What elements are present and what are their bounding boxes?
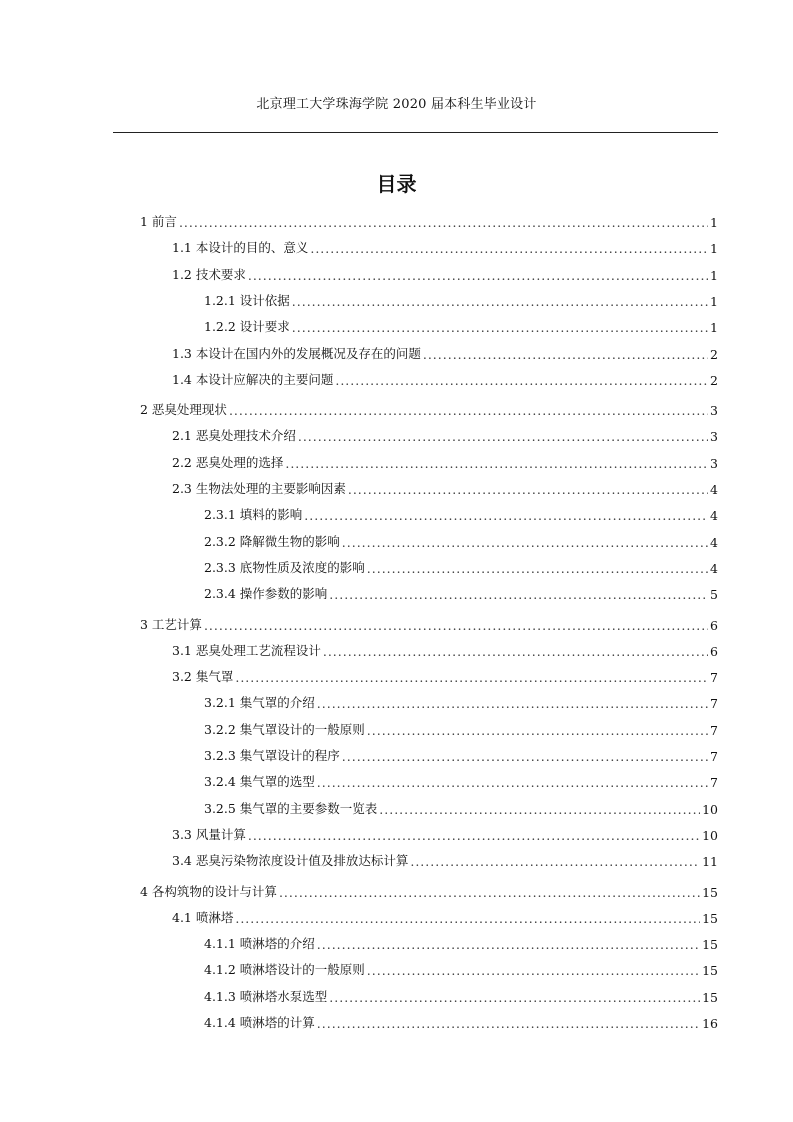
toc-entry-page: 7 xyxy=(710,775,718,791)
toc-leader-dots xyxy=(423,347,708,362)
toc-entry[interactable] xyxy=(204,285,718,309)
toc-entry-page: 1 xyxy=(710,293,718,309)
toc-entry-page: 7 xyxy=(710,722,718,738)
toc-entry-page: 1 xyxy=(710,241,718,257)
toc-entry-page: 6 xyxy=(710,643,718,659)
toc-leader-dots xyxy=(304,508,708,523)
header-divider xyxy=(113,132,718,133)
toc-entry-page: 7 xyxy=(710,696,718,712)
toc-entry[interactable] xyxy=(204,578,718,602)
toc-entry-label: 3.2.4 集气罩的选型 xyxy=(204,774,315,790)
toc-entry-label: 3.2.2 集气罩设计的一般原则 xyxy=(204,721,365,737)
toc-entry-label: 4.1.4 喷淋塔的计算 xyxy=(204,1015,315,1030)
toc-entry[interactable] xyxy=(172,635,718,659)
toc-entry[interactable] xyxy=(204,526,718,550)
toc-entry-label: 3.4 恶臭污染物浓度设计值及排放达标计算 xyxy=(172,853,409,869)
toc-entry-label: 2.3.2 降解微生物的影响 xyxy=(204,533,340,549)
toc-entry-page: 3 xyxy=(710,403,718,419)
toc-entry[interactable] xyxy=(204,714,718,738)
toc-entry-label: 3.1 恶臭处理工艺流程设计 xyxy=(172,642,321,658)
toc-entry[interactable] xyxy=(172,902,718,926)
toc-entry-label: 4.1.1 喷淋塔的介绍 xyxy=(204,936,315,952)
toc-leader-dots xyxy=(367,561,708,576)
toc-entry[interactable] xyxy=(172,819,718,843)
toc-entry[interactable] xyxy=(172,259,718,283)
toc-entry[interactable] xyxy=(204,311,718,335)
toc-leader-dots xyxy=(329,990,700,1005)
toc-entry-label: 2.3 生物法处理的主要影响因素 xyxy=(172,481,346,496)
page-header: 北京理工大学珠海学院 2020 届本科生毕业设计 xyxy=(256,97,537,112)
toc-entry[interactable] xyxy=(204,499,718,523)
toc-entry-label: 4.1 喷淋塔 xyxy=(172,909,234,925)
toc-entry-page: 16 xyxy=(702,1016,718,1031)
toc-entry-page: 10 xyxy=(702,801,718,817)
toc-leader-dots xyxy=(329,587,708,602)
toc-entry-page: 3 xyxy=(710,429,718,445)
toc-entry-label: 3.2.1 集气罩的介绍 xyxy=(204,695,315,711)
toc-entry-label: 3.2.3 集气罩设计的程序 xyxy=(204,748,340,763)
toc-leader-dots xyxy=(179,215,708,230)
toc-entry-page: 4 xyxy=(710,508,718,524)
toc-entry[interactable] xyxy=(204,766,718,790)
toc-leader-dots xyxy=(292,294,708,309)
toc-leader-dots xyxy=(248,828,700,843)
toc-leader-dots xyxy=(204,618,708,633)
toc-leader-dots xyxy=(342,535,708,550)
toc-entry-page: 15 xyxy=(702,937,718,953)
toc-entry[interactable] xyxy=(172,447,718,471)
toc-leader-dots xyxy=(317,775,708,790)
toc-entry[interactable] xyxy=(140,206,718,230)
toc-entry-label: 3.3 风量计算 xyxy=(172,826,246,842)
toc-entry-label: 1.2.2 设计要求 xyxy=(204,319,290,335)
toc-entry-label: 2.3.4 操作参数的影响 xyxy=(204,586,328,602)
toc-entry[interactable] xyxy=(204,981,718,1005)
toc-leader-dots xyxy=(248,268,708,283)
toc-leader-dots xyxy=(235,911,700,926)
toc-entry-label: 3 工艺计算 xyxy=(140,616,202,632)
toc-entry-label: 2.3.1 填料的影响 xyxy=(204,507,303,523)
toc-entry-page: 7 xyxy=(710,749,718,764)
toc-entry-page: 7 xyxy=(710,670,718,686)
toc-entry-label: 1 前言 xyxy=(140,214,177,229)
toc-title: 目录 xyxy=(376,172,417,196)
toc-leader-dots xyxy=(229,403,708,418)
toc-entry[interactable] xyxy=(140,394,718,418)
toc-entry-page: 4 xyxy=(710,482,718,497)
toc-leader-dots xyxy=(348,482,708,497)
toc-entry-label: 1.3 本设计在国内外的发展概况及存在的问题 xyxy=(172,345,421,361)
toc-entry-label: 2.2 恶臭处理的选择 xyxy=(172,454,284,470)
toc-entry-page: 2 xyxy=(710,346,718,362)
toc-entry-page: 3 xyxy=(710,455,718,471)
toc-entry[interactable] xyxy=(172,338,718,362)
toc-entry-page: 5 xyxy=(710,587,718,603)
toc-leader-dots xyxy=(342,749,708,764)
toc-entry-page: 1 xyxy=(710,215,718,230)
toc-entry-page: 6 xyxy=(710,617,718,633)
toc-leader-dots xyxy=(317,1016,700,1031)
toc-leader-dots xyxy=(323,644,708,659)
toc-entry[interactable] xyxy=(204,954,718,978)
toc-entry-label: 3.2.5 集气罩的主要参数一览表 xyxy=(204,800,378,816)
toc-entry-page: 11 xyxy=(702,854,718,870)
toc-leader-dots xyxy=(335,373,708,388)
toc-leader-dots xyxy=(410,854,700,869)
toc-entry[interactable] xyxy=(204,687,718,711)
toc-leader-dots xyxy=(367,963,700,978)
toc-entry[interactable] xyxy=(172,473,718,497)
toc-entry[interactable] xyxy=(204,928,718,952)
toc-entry[interactable] xyxy=(172,420,718,444)
toc-entry-label: 4.1.2 喷淋塔设计的一般原则 xyxy=(204,962,365,978)
toc-entry[interactable] xyxy=(140,876,718,900)
toc-leader-dots xyxy=(292,320,708,335)
toc-leader-dots xyxy=(279,885,700,900)
toc-entry-page: 1 xyxy=(710,320,718,336)
toc-entry-page: 15 xyxy=(702,963,718,979)
toc-leader-dots xyxy=(285,456,708,471)
toc-entry-label: 1.2.1 设计依据 xyxy=(204,292,290,308)
toc-entry-page: 4 xyxy=(710,560,718,576)
toc-entry-label: 2.1 恶臭处理技术介绍 xyxy=(172,428,296,444)
toc-entry-page: 15 xyxy=(702,884,718,900)
toc-leader-dots xyxy=(235,670,708,685)
toc-entry-page: 10 xyxy=(702,827,718,843)
toc-entry[interactable] xyxy=(204,740,718,764)
toc-leader-dots xyxy=(367,723,708,738)
toc-entry[interactable] xyxy=(204,793,718,817)
toc-entry-label: 1.2 技术要求 xyxy=(172,266,246,282)
toc-entry-page: 15 xyxy=(702,910,718,926)
toc-entry-page: 2 xyxy=(710,372,718,388)
toc-entry[interactable] xyxy=(204,552,718,576)
toc-entry-label: 2.3.3 底物性质及浓度的影响 xyxy=(204,559,365,575)
toc-entry[interactable] xyxy=(172,232,718,256)
toc-entry[interactable] xyxy=(172,661,718,685)
toc-leader-dots xyxy=(317,696,708,711)
toc-entry-page: 4 xyxy=(710,534,718,550)
toc-entry-label: 4.1.3 喷淋塔水泵选型 xyxy=(204,988,328,1004)
toc-leader-dots xyxy=(310,241,708,256)
toc-leader-dots xyxy=(379,802,700,817)
toc-entry[interactable] xyxy=(204,1007,718,1031)
toc-leader-dots xyxy=(298,429,708,444)
toc-entry-label: 2 恶臭处理现状 xyxy=(140,402,227,418)
toc-entry-page: 1 xyxy=(710,267,718,283)
toc-entry-label: 4 各构筑物的设计与计算 xyxy=(140,883,277,899)
toc-leader-dots xyxy=(317,937,700,952)
toc-entry-label: 3.2 集气罩 xyxy=(172,669,234,685)
toc-entry-label: 1.1 本设计的目的、意义 xyxy=(172,240,309,256)
toc-entry[interactable] xyxy=(172,845,718,869)
toc-entry[interactable] xyxy=(172,364,718,388)
toc-entry[interactable] xyxy=(140,609,718,633)
toc-entry-page: 15 xyxy=(702,989,718,1005)
toc-entry-label: 1.4 本设计应解决的主要问题 xyxy=(172,371,334,387)
